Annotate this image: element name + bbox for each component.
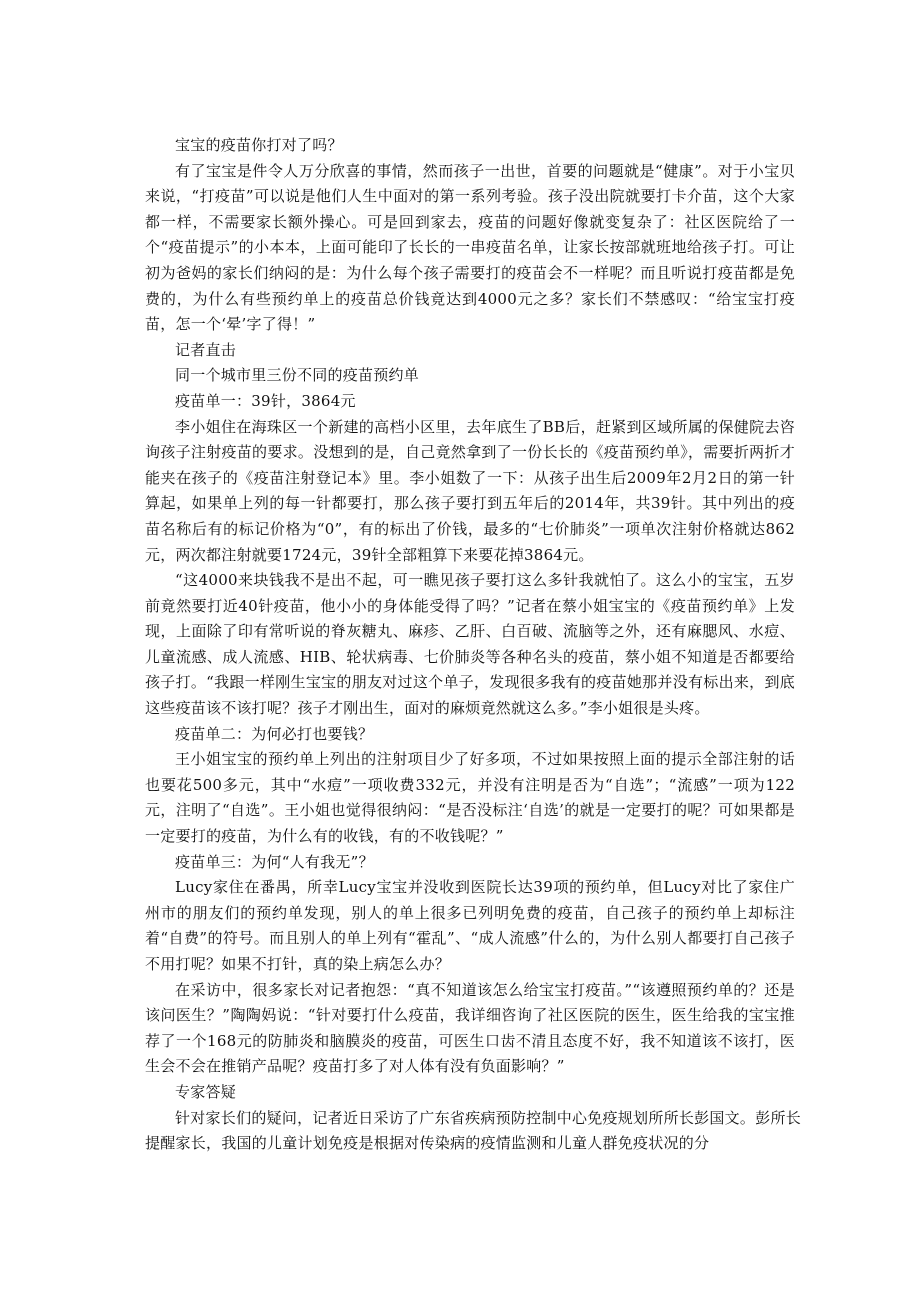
section-heading-expert: 专家答疑 [175, 1082, 237, 1101]
interview-paragraph: 在采访中，很多家长对记者抱怨：“真不知道该怎么给宝宝打疫苗。”“该遵照预约单的？还是该问医生？”陶陶妈说：“针对要打什么疫苗，我详细咨询了社区医院的医生，医生给我的宝宝推荐了一个168元的防肺炎和脑膜炎的疫苗，可医生口齿不清且态度不好，我不知道该不该打，医生会不会在推销产品呢？疫苗打多了对人体有没有负面影响？” [145, 980, 795, 1076]
section-heading-reporter: 记者直击 [175, 340, 237, 359]
section-subheading: 同一个城市里三份不同的疫苗预约单 [175, 366, 420, 385]
list1-heading: 疫苗单一：39针，3864元 [175, 391, 356, 410]
list3-heading: 疫苗单三：为何“人有我无”？ [175, 852, 374, 871]
list1-paragraph-2: “这4000来块钱我不是出不起，可一瞧见孩子要打这么多针我就怕了。这么小的宝宝，五岁前竟然要打近40针疫苗，他小小的身体能受得了吗？”记者在蔡小姐宝宝的《疫苗预约单》上发现，上面除了印有常听说的脊灰糖丸、麻疹、乙肝、白百破、流脑等之外，还有麻腮风、水痘、儿童流感、成人流感、HIB、轮状病毒、七价肺炎等各种名头的疫苗，蔡小姐不知道是否都要给孩子打。“我跟一样刚生宝宝的朋友对过这个单子，发现很多我有的疫苗她那并没有标出来，到底这些疫苗该不该打呢？孩子才刚出生，面对的麻烦竟然就这么多。”李小姐很是头疼。 [145, 571, 795, 718]
article-title: 宝宝的疫苗你打对了吗？ [175, 136, 343, 154]
intro-paragraph: 有了宝宝是件令人万分欣喜的事情，然而孩子一出世，首要的问题就是“健康”。对于小宝贝来说，“打疫苗”可以说是他们人生中面对的第一系列考验。孩子没出院就要打卡介苗，这个大家都一样，不需要家长额外操心。可是回到家去，疫苗的问题好像就变复杂了：社区医院给了一个“疫苗提示”的小本本，上面可能印了长长的一串疫苗名单，让家长按部就班地给孩子打。可让初为爸妈的家长们纳闷的是：为什么每个孩子需要打的疫苗会不一样呢？而且听说打疫苗都是免费的，为什么有些预约单上的疫苗总价钱竟达到4000元之多？家长们不禁感叹：“给宝宝打疫苗，怎一个‘晕’字了得！” [145, 161, 795, 334]
expert-paragraph: 针对家长们的疑问，记者近日采访了广东省疾病预防控制中心免疫规划所所长彭国文。彭所长提醒家长，我国的儿童计划免疫是根据对传染病的疫情监测和儿童人群免疫状况的分 [145, 1108, 801, 1153]
list3-paragraph: Lucy家住在番禺，所幸Lucy宝宝并没收到医院长达39项的预约单，但Lucy对比了家住广州市的朋友们的预约单发现，别人的单上很多已列明免费的疫苗，自己孩子的预约单上却标注着“自费”的符号。而且别人的单上列有“霍乱”、“成人流感”什么的，为什么别人都要打自己孩子不用打呢？如果不打针，真的染上病怎么办？ [145, 878, 795, 973]
list2-paragraph: 王小姐宝宝的预约单上列出的注射项目少了好多项，不过如果按照上面的提示全部注射的话也要花500多元，其中“水痘”一项收费332元，并没有注明是否为“自选”；“流感”一项为122元，注明了“自选”。王小姐也觉得很纳闷：“是否没标注‘自选’的就是一定要打的呢？可如果都是一定要打的疫苗，为什么有的收钱，有的不收钱呢？” [145, 750, 795, 846]
list1-paragraph-1: 李小姐住在海珠区一个新建的高档小区里，去年底生了BB后，赶紧到区域所属的保健院去咨询孩子注射疫苗的要求。没想到的是，自己竟然拿到了一份长长的《疫苗预约单》，需要折两折才能夹在孩子的《疫苗注射登记本》里。李小姐数了一下：从孩子出生后2009年2月2日的第一针算起，如果单上列的每一针都要打，那么孩子要打到五年后的2014年，共39针。其中列出的疫苗名称后有的标记价格为“0”，有的标出了价钱，最多的“七价肺炎”一项单次注射价格就达862元，两次都注射就要1724元，39针全部粗算下来要花掉3864元。 [145, 417, 795, 564]
document-body [145, 133, 801, 1157]
list2-heading: 疫苗单二：为何必打也要钱？ [175, 724, 374, 743]
